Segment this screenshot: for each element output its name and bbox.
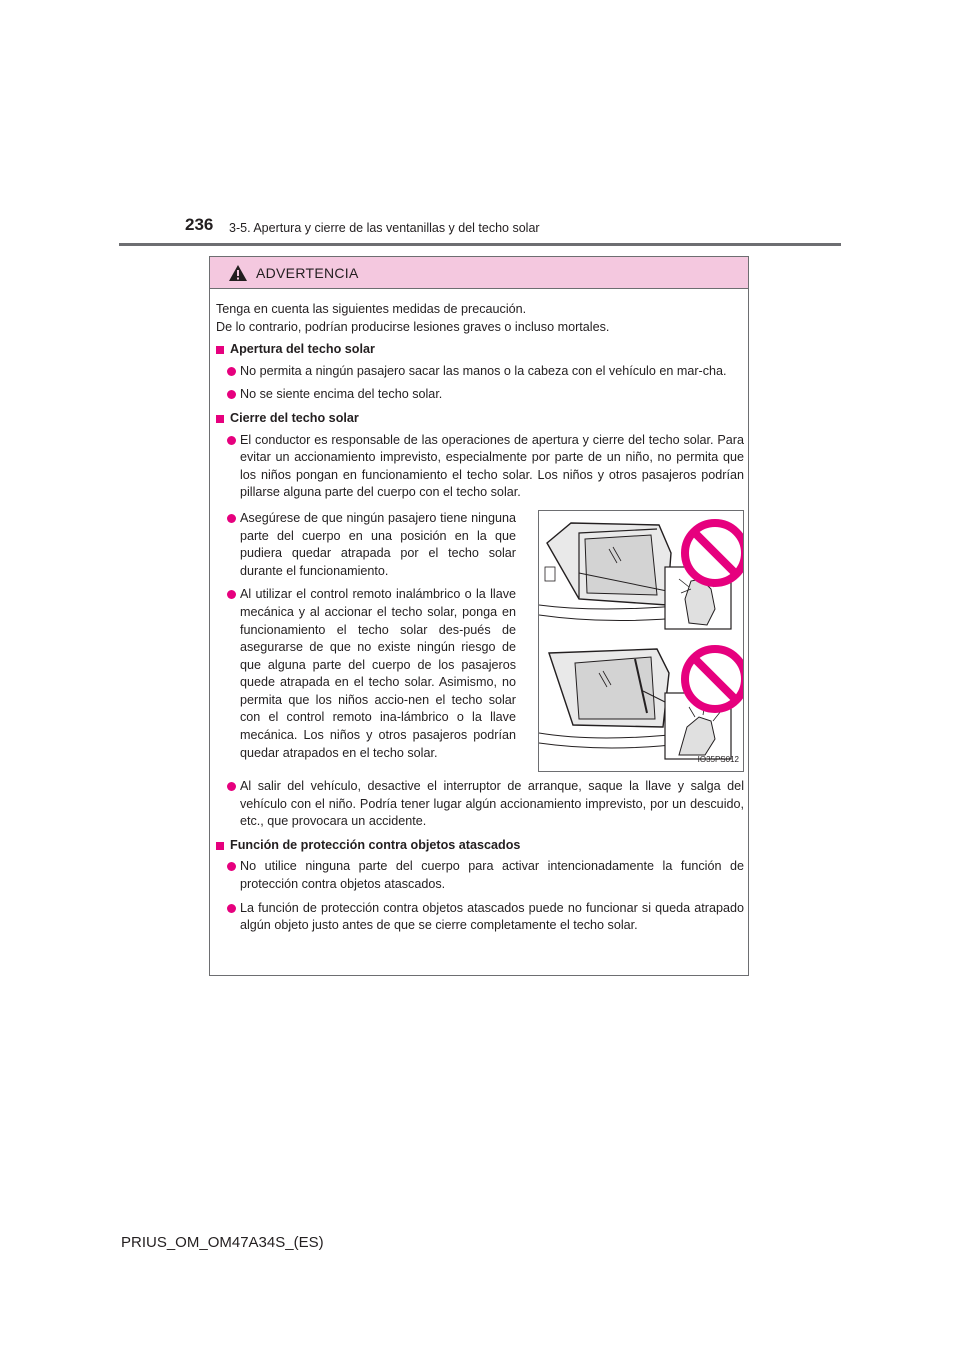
list-item-text: Asegúrese de que ningún pasajero tiene ninguna parte del cuerpo en una posición en la que pudiera quedar atrapada por el techo solar durante el funcionamiento. <box>240 510 516 578</box>
round-bullet-icon <box>227 782 236 791</box>
heading-label: Cierre del techo solar <box>230 410 359 425</box>
round-bullet-icon <box>227 862 236 871</box>
section-title: 3-5. Apertura y cierre de las ventanillas y del techo solar <box>229 221 540 235</box>
warning-title: ADVERTENCIA <box>256 264 359 281</box>
list-item-text: La función de protección contra objetos atascados puede no funcionar si queda atrapado algún objeto justo antes de que se cierre completamente el techo solar. <box>240 900 744 933</box>
section-heading-opening <box>216 341 744 359</box>
list-item <box>216 900 744 935</box>
list-item <box>216 363 744 381</box>
document-id: PRIUS_OM_OM47A34S_(ES) <box>121 1234 324 1251</box>
list-item <box>216 386 744 404</box>
list-item-text: No permita a ningún pasajero sacar las manos o la cabeza con el vehículo en mar-cha. <box>240 363 727 378</box>
text-with-figure <box>216 510 744 772</box>
header-rule <box>119 243 841 246</box>
list-item-text: No se siente encima del techo solar. <box>240 387 443 402</box>
section-heading-closing <box>216 410 744 428</box>
warning-box <box>209 256 749 976</box>
round-bullet-icon <box>227 514 236 523</box>
sunroof-illustration <box>538 510 744 772</box>
round-bullet-icon <box>227 436 236 445</box>
figure-side-text <box>216 510 516 772</box>
list-item <box>216 432 744 502</box>
round-bullet-icon <box>227 367 236 376</box>
hand-caught-sunroof-illustration <box>539 643 743 767</box>
hand-out-sunroof-illustration <box>539 513 743 637</box>
list-item-text: Al utilizar el control remoto inalámbrico o la llave mecánica y al accionar el techo solar, ponga en funcionamiento el techo solar des-pués de asegurarse de que no existe ningún riesgo de que alguna parte del cuerpo de los pasajeros quede atrapada en el techo solar. Asimismo, no permita que los niños accio-nen el techo solar con el control remoto ina-lámbrico o la llave mecánica. Los niños y otros pasajeros podrían quedar atrapados en el techo solar. <box>240 587 516 760</box>
round-bullet-icon <box>227 904 236 913</box>
figure-code: IO35PS012 <box>697 755 739 765</box>
square-bullet-icon <box>216 415 224 423</box>
heading-label: Apertura del techo solar <box>230 342 375 357</box>
intro-line-1: Tenga en cuenta las siguientes medidas de precaución. <box>216 302 527 316</box>
heading-label: Función de protección contra objetos atascados <box>230 837 521 852</box>
square-bullet-icon <box>216 346 224 354</box>
round-bullet-icon <box>227 590 236 599</box>
list-item <box>216 510 516 580</box>
list-item-text: El conductor es responsable de las operaciones de apertura y cierre del techo solar. Para evitar un accionamiento imprevisto, especialmente por parte de un niño, no permita que los niños pongan en funcionamiento el techo solar. Los niños y otros pasajeros podrían pillarse alguna parte del cuerpo con el techo solar. <box>240 432 744 500</box>
list-item <box>216 586 516 762</box>
warning-triangle-icon <box>228 264 248 282</box>
square-bullet-icon <box>216 842 224 850</box>
intro-line-2: De lo contrario, podrían producirse lesiones graves o incluso mortales. <box>216 319 610 334</box>
list-item <box>216 778 744 831</box>
warning-body <box>216 301 744 941</box>
list-item <box>216 858 744 893</box>
page-number: 236 <box>185 215 214 234</box>
round-bullet-icon <box>227 390 236 399</box>
list-item-text: Al salir del vehículo, desactive el interruptor de arranque, saque la llave y salga del vehículo con el niño. Podría tener lugar algún accionamiento imprevisto, por un descuido, etc., que provocara un accidente. <box>240 778 744 829</box>
section-heading-pinch-protection <box>216 837 744 855</box>
warning-header <box>210 257 748 289</box>
list-item-text: No utilice ninguna parte del cuerpo para activar intencionadamente la función de protección contra objetos atascados. <box>240 859 744 891</box>
